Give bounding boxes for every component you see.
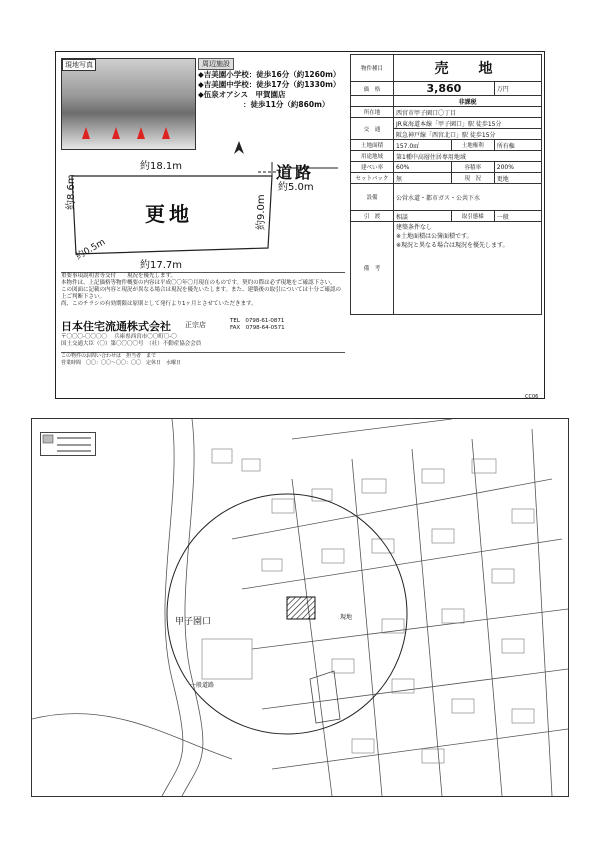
photo-tag: 現地写真 — [62, 59, 96, 71]
map-label: 現地 — [340, 614, 353, 621]
traffic-cone-icon — [162, 127, 170, 139]
road-width: 約5.0m — [278, 182, 314, 193]
copy-code: CC06 — [525, 394, 539, 400]
disclaimer-notes: 重要事項説明書等交付 現況を優先します。 本物件は、上記価格等物件概要の内容は平成〇〇年〇月現在のものです。契約の際は必ず現地をご確認下さい。 この図面に記載の内容と現況が異なる場合は現況を優先いたします。また、建築後の取引については十分ご確認の上ご判断下さい。 尚、このチラシの有効期限は原則として発行より1ヶ月とさせていただきます。 — [61, 272, 345, 309]
spec-zoning: 第1種中高層住居専用地域 — [394, 151, 542, 162]
spec-label: 引 渡 — [351, 211, 394, 222]
traffic-cone-icon — [82, 127, 90, 139]
lot-right-dim: 約9.0m — [256, 194, 267, 230]
spec-area: 157.0㎡ — [394, 140, 452, 151]
map-label: 甲子園口 — [175, 617, 212, 627]
company-branch: 正宗店 — [185, 321, 206, 329]
location-map — [31, 418, 569, 797]
spec-table-wrap — [350, 54, 542, 394]
company-tel: TEL 0798-61-0871 FAX 0798-64-0571 — [230, 318, 285, 331]
spec-rights: 所有権 — [494, 140, 541, 151]
spec-coverage: 60% — [394, 162, 452, 173]
spec-status: 更地 — [494, 173, 541, 184]
spec-transit: JR東海道本線「甲子園口」駅 徒歩15分 — [394, 118, 542, 129]
company-info: 〒〇〇〇-〇〇〇〇 兵庫県西宮市〇〇町〇-〇 国土交通大臣（〇）第〇〇〇〇号 （社）不動産協会会員 — [61, 334, 202, 347]
north-arrow-icon — [232, 140, 246, 156]
company-footer: この物件のお問い合わせは 担当者 まで 営業時間 〇〇：〇〇〜〇〇：〇〇 定休日 水曜日 — [61, 352, 345, 393]
nearby-item: ◆吉美園小学校：徒歩16分（約1260m） — [198, 70, 341, 79]
spec-label: 交 通 — [351, 118, 394, 140]
spec-remarks: 建築条件なし ※土地面積は公簿面積です。 ※現況と異なる場合は現況を優先します。 — [394, 222, 542, 315]
nearby-item: ◆伍泉オアシス 甲賀園店 — [198, 90, 286, 99]
spec-label: 容積率 — [451, 162, 494, 173]
nearby-list — [198, 70, 340, 110]
map-drawing — [32, 419, 568, 796]
spec-label: 土地面積 — [351, 140, 394, 151]
lot-top-dim: 約18.1m — [140, 161, 183, 172]
spec-label: 用途地域 — [351, 151, 394, 162]
site-photo — [61, 58, 196, 150]
lot-left-dim: 約8.6m — [66, 174, 77, 210]
spec-label: 取引態様 — [451, 211, 494, 222]
map-label: 一般道路 — [190, 682, 215, 689]
nearby-title: 周辺施設 — [198, 58, 234, 70]
spec-price-unit: 万円 — [494, 82, 541, 96]
spec-setback: 無 — [394, 173, 452, 184]
lot-bottom-dim: 約17.7m — [140, 260, 183, 271]
road-label: 道路 — [276, 163, 315, 182]
spec-address: 西宮市甲子園口〇丁目 — [394, 107, 542, 118]
lot-status-label: 更地 — [145, 202, 193, 226]
spec-label: 所在地 — [351, 107, 394, 118]
spec-table — [350, 54, 542, 315]
spec-label: 物件種目 — [351, 55, 394, 82]
spec-terms: 一般 — [494, 211, 541, 222]
spec-label: 設備 — [351, 184, 394, 211]
spec-delivery: 相談 — [394, 211, 452, 222]
spec-label: セットバック — [351, 173, 394, 184]
site-marker — [287, 597, 315, 619]
map-legend — [40, 432, 96, 456]
nearby-item: ◆吉美園中学校：徒歩17分（約1330m） — [198, 80, 341, 89]
spec-label: 土地権利 — [451, 140, 494, 151]
traffic-cone-icon — [112, 127, 120, 139]
spec-transit: 阪急神戸線「西宮北口」駅 徒歩15分 — [394, 129, 542, 140]
spec-price: 3,860 — [394, 82, 495, 96]
lot-diag-dim: 約0.5m — [74, 237, 108, 263]
spec-label: 価 格 — [351, 82, 394, 96]
spec-label: 現 況 — [451, 173, 494, 184]
company-name: 日本住宅流通株式会社 — [61, 320, 171, 333]
spec-far: 200% — [494, 162, 541, 173]
spec-tax: 非課税 — [394, 96, 542, 107]
spec-facility: 公営水道・都市ガス・公共下水 — [394, 184, 542, 211]
spec-type: 売 地 — [394, 55, 542, 82]
nearby-item: ：徒歩11分（約860m） — [198, 100, 330, 109]
spec-label: 備 考 — [351, 222, 394, 315]
spec-label: 建ぺい率 — [351, 162, 394, 173]
traffic-cone-icon — [137, 127, 145, 139]
